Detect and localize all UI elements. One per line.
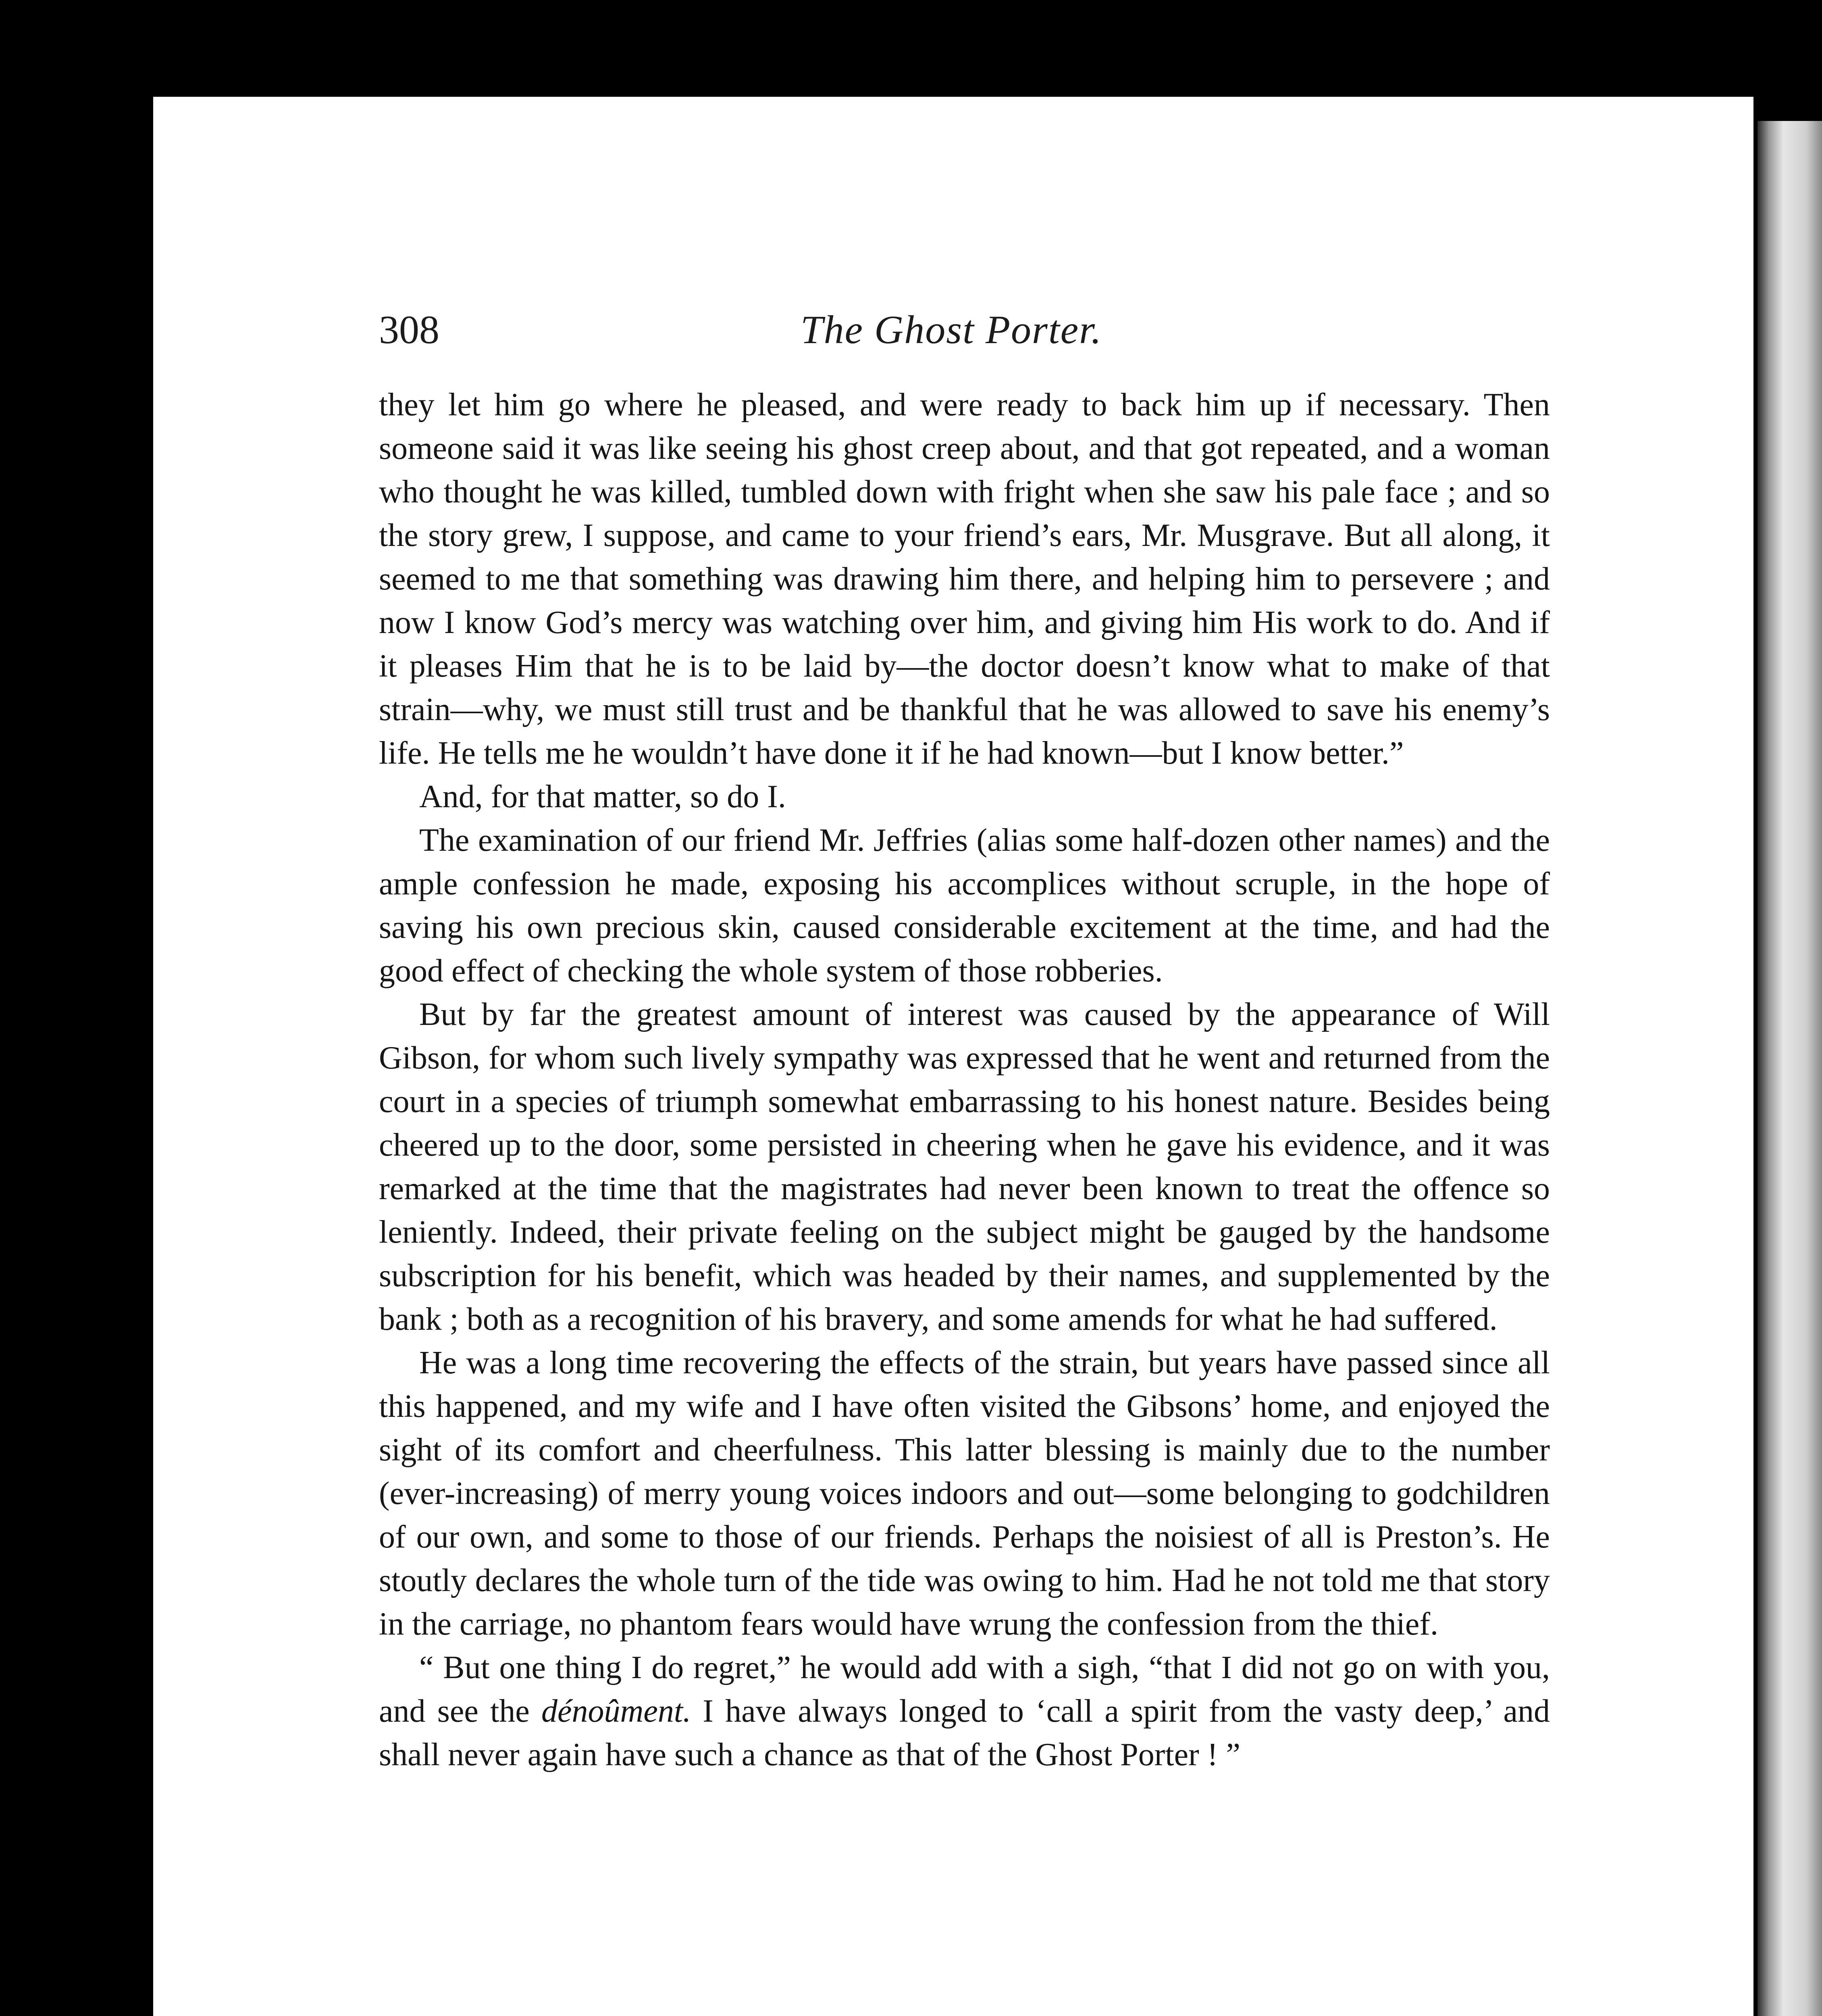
paragraph: But by far the greatest amount of interest was caused by the appearance of Will Gibson, for whom such lively sympathy was expressed that he went and returned from the court in a species of triumph somewhat embarrassing to his honest nature. Besides being cheered up to the door, some persisted in cheering when he gave his evidence, and it was remarked at the time that the magistrates had never been known to treat the offence so leniently. Indeed, their private feeling on the subject might be gauged by the handsome subscription for his benefit, which was headed by their names, and supplemented by the bank ; both as a recognition of his bravery, and some amends for what he had suffered. bbox=[379, 997, 1550, 1337]
paragraph-continued: they let him go where he pleased, and were ready to back him up if necessary. Then someone said it was like seeing his ghost creep about, and that got repeated, and a woman who thought he was killed, tumbled down with fright when she saw his pale face ; and so the story grew, I suppose, and came to your friend’s ears, Mr. Musgrave. But all along, it seemed to me that something was drawing him there, and helping him to persevere ; and now I know God’s mercy was watching over him, and giving him His work to do. And if it pleases Him that he is to be laid by—the doctor doesn’t know what to make of that strain—why, we must still trust and be thankful that he was allowed to save his enemy’s life. He tells me he wouldn’t have done it if he had known—but I know better.” bbox=[379, 387, 1550, 771]
final-text-before: “ But one thing I do regret,” he would add with a sigh, “that I did not go on with you, and see the bbox=[379, 1650, 1550, 1729]
page-number: 308 bbox=[379, 307, 439, 352]
body-text bbox=[379, 383, 1550, 1776]
paragraph: He was a long time recovering the effects of the strain, but years have passed since all this happened, and my wife and I have often visited the Gibsons’ home, and enjoyed the sight of its comfort and cheerfulness. This latter blessing is mainly due to the number (ever-increasing) of merry young voices indoors and out—some belonging to godchildren of our own, and some to those of our friends. Perhaps the noisiest of all is Preston’s. He stoutly declares the whole turn of the tide was owing to him. Had he not told me that story in the carriage, no phantom fears would have wrung the confession from the thief. bbox=[379, 1345, 1550, 1642]
paragraph: The examination of our friend Mr. Jeffries (alias some half-dozen other names) and the ample confession he made, exposing his accomplices without scruple, in the hope of saving his own precious skin, caused considerable excitement at the time, and had the good effect of checking the whole system of those robberies. bbox=[379, 823, 1550, 989]
page-header bbox=[379, 306, 1524, 363]
paragraph-final bbox=[379, 1646, 1550, 1776]
paragraph: And, for that matter, so do I. bbox=[419, 779, 786, 814]
final-text-italic: dénoûment. bbox=[541, 1693, 691, 1729]
final-text-after: I have always longed to ‘call a spirit from the vasty deep,’ and shall never again have such a chance as that of the Ghost Porter ! ” bbox=[379, 1693, 1550, 1772]
page-edge bbox=[1758, 121, 1822, 2016]
running-title: The Ghost Porter. bbox=[801, 307, 1102, 352]
